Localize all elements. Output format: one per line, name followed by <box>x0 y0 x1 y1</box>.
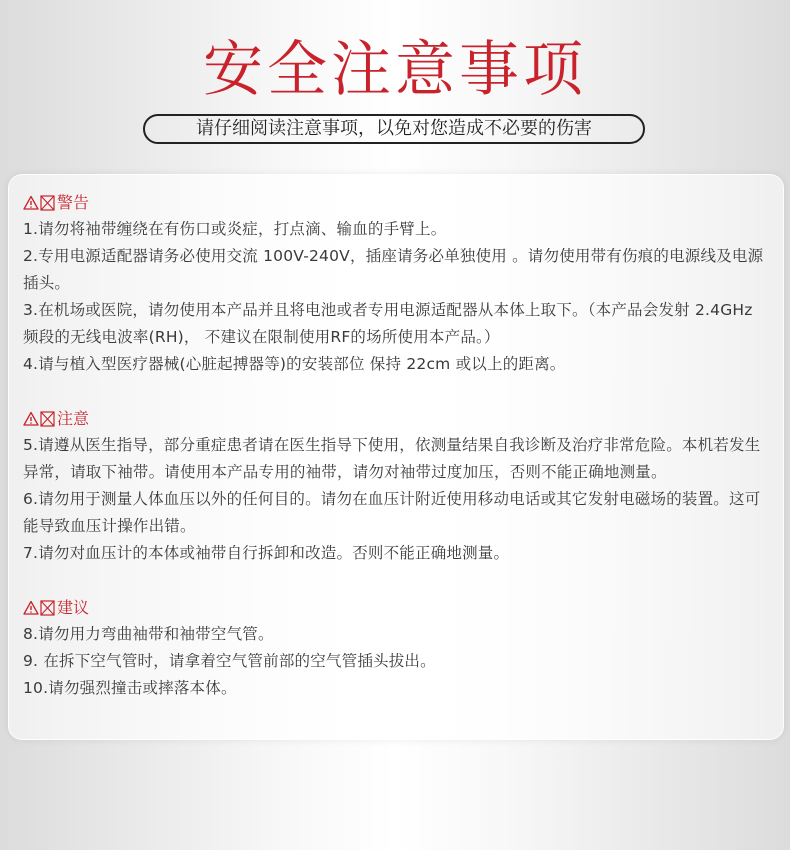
section-heading-label: 警告 <box>57 193 90 212</box>
crossed-box-icon <box>40 600 55 616</box>
list-item: 4.请与植入型医疗器械(心脏起搏器等)的安装部位 保持 22cm 或以上的距离。 <box>23 355 566 373</box>
list-item: 3.在机场或医院，请勿使用本产品并且将电池或者专用电源适配器从本体上取下。（本产品会发射 2.4GHz 频段的无线电波率(RH)， 不建议在限制使用RF的场所使用本产品。） <box>23 301 753 346</box>
section-heading-label: 建议 <box>57 598 90 617</box>
section-heading-label: 注意 <box>57 409 90 428</box>
list-item: 2.专用电源适配器请务必使用交流 100V-240V，插座请务必单独使用 。请勿使用带有伤痕的电源线及电源插头。 <box>23 247 764 292</box>
safety-notice-card <box>8 174 784 740</box>
crossed-box-icon <box>40 411 55 427</box>
list-item: 9. 在拆下空气管时，请拿着空气管前部的空气管插头拔出。 <box>23 652 436 670</box>
section-warning <box>23 189 771 378</box>
section-heading <box>23 189 771 216</box>
list-item: 6.请勿用于测量人体血压以外的任何目的。请勿在血压计附近使用移动电话或其它发射电磁场的装置。这可能导致血压计操作出错。 <box>23 490 761 535</box>
page-title: 安全注意事项 <box>203 35 587 105</box>
list-item: 8.请勿用力弯曲袖带和袖带空气管。 <box>23 625 274 643</box>
warning-triangle-icon <box>23 195 39 210</box>
subtitle-banner: 请仔细阅读注意事项，以免对您造成不必要的伤害 <box>143 114 645 144</box>
warning-triangle-icon <box>23 600 39 615</box>
section-heading <box>23 594 771 621</box>
list-item: 1.请勿将袖带缠绕在有伤口或炎症，打点滴、输血的手臂上。 <box>23 220 447 238</box>
section-heading <box>23 405 771 432</box>
section-advice <box>23 594 771 702</box>
section-caution <box>23 405 771 567</box>
warning-triangle-icon <box>23 411 39 426</box>
crossed-box-icon <box>40 195 55 211</box>
list-item: 10.请勿强烈撞击或摔落本体。 <box>23 679 237 697</box>
list-item: 7.请勿对血压计的本体或袖带自行拆卸和改造。否则不能正确地测量。 <box>23 544 510 562</box>
list-item: 5.请遵从医生指导，部分重症患者请在医生指导下使用，依测量结果自我诊断及治疗非常危险。本机若发生异常，请取下袖带。请使用本产品专用的袖带，请勿对袖带过度加压，否则不能正确地测量。 <box>23 436 761 481</box>
